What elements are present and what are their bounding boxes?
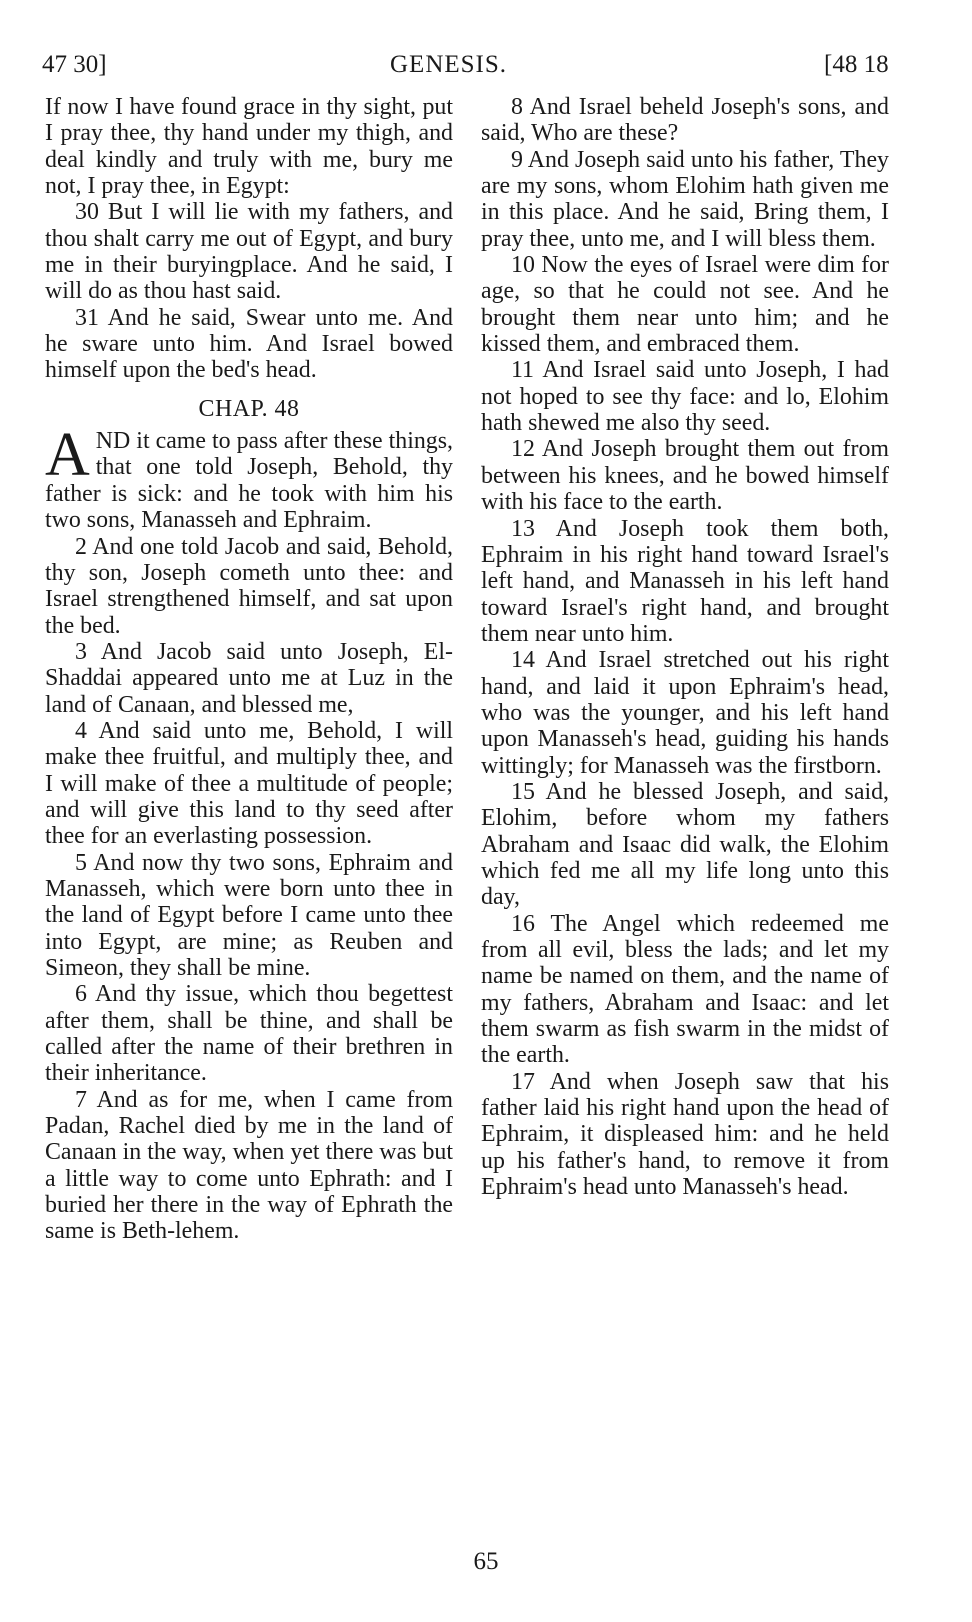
verse-48-6: 6 And thy issue, which thou begettest after them, shall be thine, and shall be called after the name of their brethren in their inheritance. [45,981,453,1087]
left-column [45,94,453,1245]
verse-48-1-text: ND it came to pass after these things, that one told Joseph, Behold, thy father is sick: and he took with him his two sons, Manasseh and Ephraim. [45,428,453,534]
chapter-heading: CHAP. 48 [198,395,300,422]
verse-48-5: 5 And now thy two sons, Ephraim and Manasseh, which were born unto thee in the land of Egypt before I came unto thee into Egypt, are mine; as Reuben and Simeon, they shall be mine. [45,849,453,981]
verse-47-30: 30 But I will lie with my fathers, and thou shalt carry me out of Egypt, and bury me in their buryingplace. And he said, I will do as thou hast said. [45,199,453,305]
verse-48-8: 8 And Israel beheld Joseph's sons, and said, Who are these? [481,94,889,147]
verse-47-31: 31 And he said, Swear unto me. And he sware unto him. And Israel bowed himself upon the bed's head. [45,304,453,384]
page-number: 65 [473,1548,499,1575]
header-right-reference: [48 18 [824,51,889,78]
drop-cap: A [45,421,90,490]
header-left-reference: 47 30] [42,51,107,78]
right-column [481,94,889,1200]
verse-48-10: 10 Now the eyes of Israel were dim for age, so that he could not see. And he brought them near unto him; and he kissed them, and embraced them. [481,252,889,358]
verse-48-1 [45,421,453,534]
verse-48-9: 9 And Joseph said unto his father, They are my sons, whom Elohim hath given me in this place. And he said, Bring them, I pray thee, unto me, and I will bless them. [481,146,889,252]
verse-48-13: 13 And Joseph took them both, Ephraim in his right hand toward Israel's left hand, and Manasseh in his left hand toward Israel's right hand, and brought them near unto him. [481,515,889,647]
verse-48-11: 11 And Israel said unto Joseph, I had not hoped to see thy face: and lo, Elohim hath shewed me also thy seed. [481,357,889,437]
verse-48-4: 4 And said unto me, Behold, I will make thee fruitful, and multiply thee, and I will make of thee a multitude of people; and will give this land to thy seed after thee for an everlasting possession. [45,717,453,850]
verse-48-16: 16 The Angel which redeemed me from all evil, bless the lads; and let my name be named on them, and the name of my fathers, Abraham and Isaac: and let them swarm as fish swarm in the midst of the earth. [481,910,889,1069]
verse-48-15: 15 And he blessed Joseph, and said, Elohim, before whom my fathers Abraham and Isaac did walk, the Elohim which fed me all my life long unto this day, [481,778,889,911]
verse-48-12: 12 And Joseph brought them out from between his knees, and he bowed himself with his face to the earth. [481,436,889,516]
verse-29-continuation: If now I have found grace in thy sight, put I pray thee, thy hand under my thigh, and deal kindly and truly with me, bury me not, I pray thee, in Egypt: [45,94,453,200]
verse-48-7: 7 And as for me, when I came from Padan, Rachel died by me in the land of Canaan in the way, when yet there was but a little way to come unto Ephrath: and I buried her there in the way of Ephrath the same is Beth-lehem. [45,1086,453,1245]
verse-48-17: 17 And when Joseph saw that his father laid his right hand upon the head of Ephraim, it displeased him: and he held up his father's hand, to remove it from Ephraim's head unto Manasseh's head. [481,1068,889,1201]
verse-48-2: 2 And one told Jacob and said, Behold, thy son, Joseph cometh unto thee: and Israel strengthened himself, and sat upon the bed. [45,533,453,639]
header-book-title: GENESIS. [390,51,508,78]
verse-48-14: 14 And Israel stretched out his right hand, and laid it upon Ephraim's head, who was the younger, and his left hand upon Manasseh's head, guiding his hands wittingly; for Manasseh was the firstborn. [481,647,889,779]
verse-48-3: 3 And Jacob said unto Joseph, El-Shaddai appeared unto me at Luz in the land of Canaan, and blessed me, [45,638,453,718]
running-header [0,50,972,90]
